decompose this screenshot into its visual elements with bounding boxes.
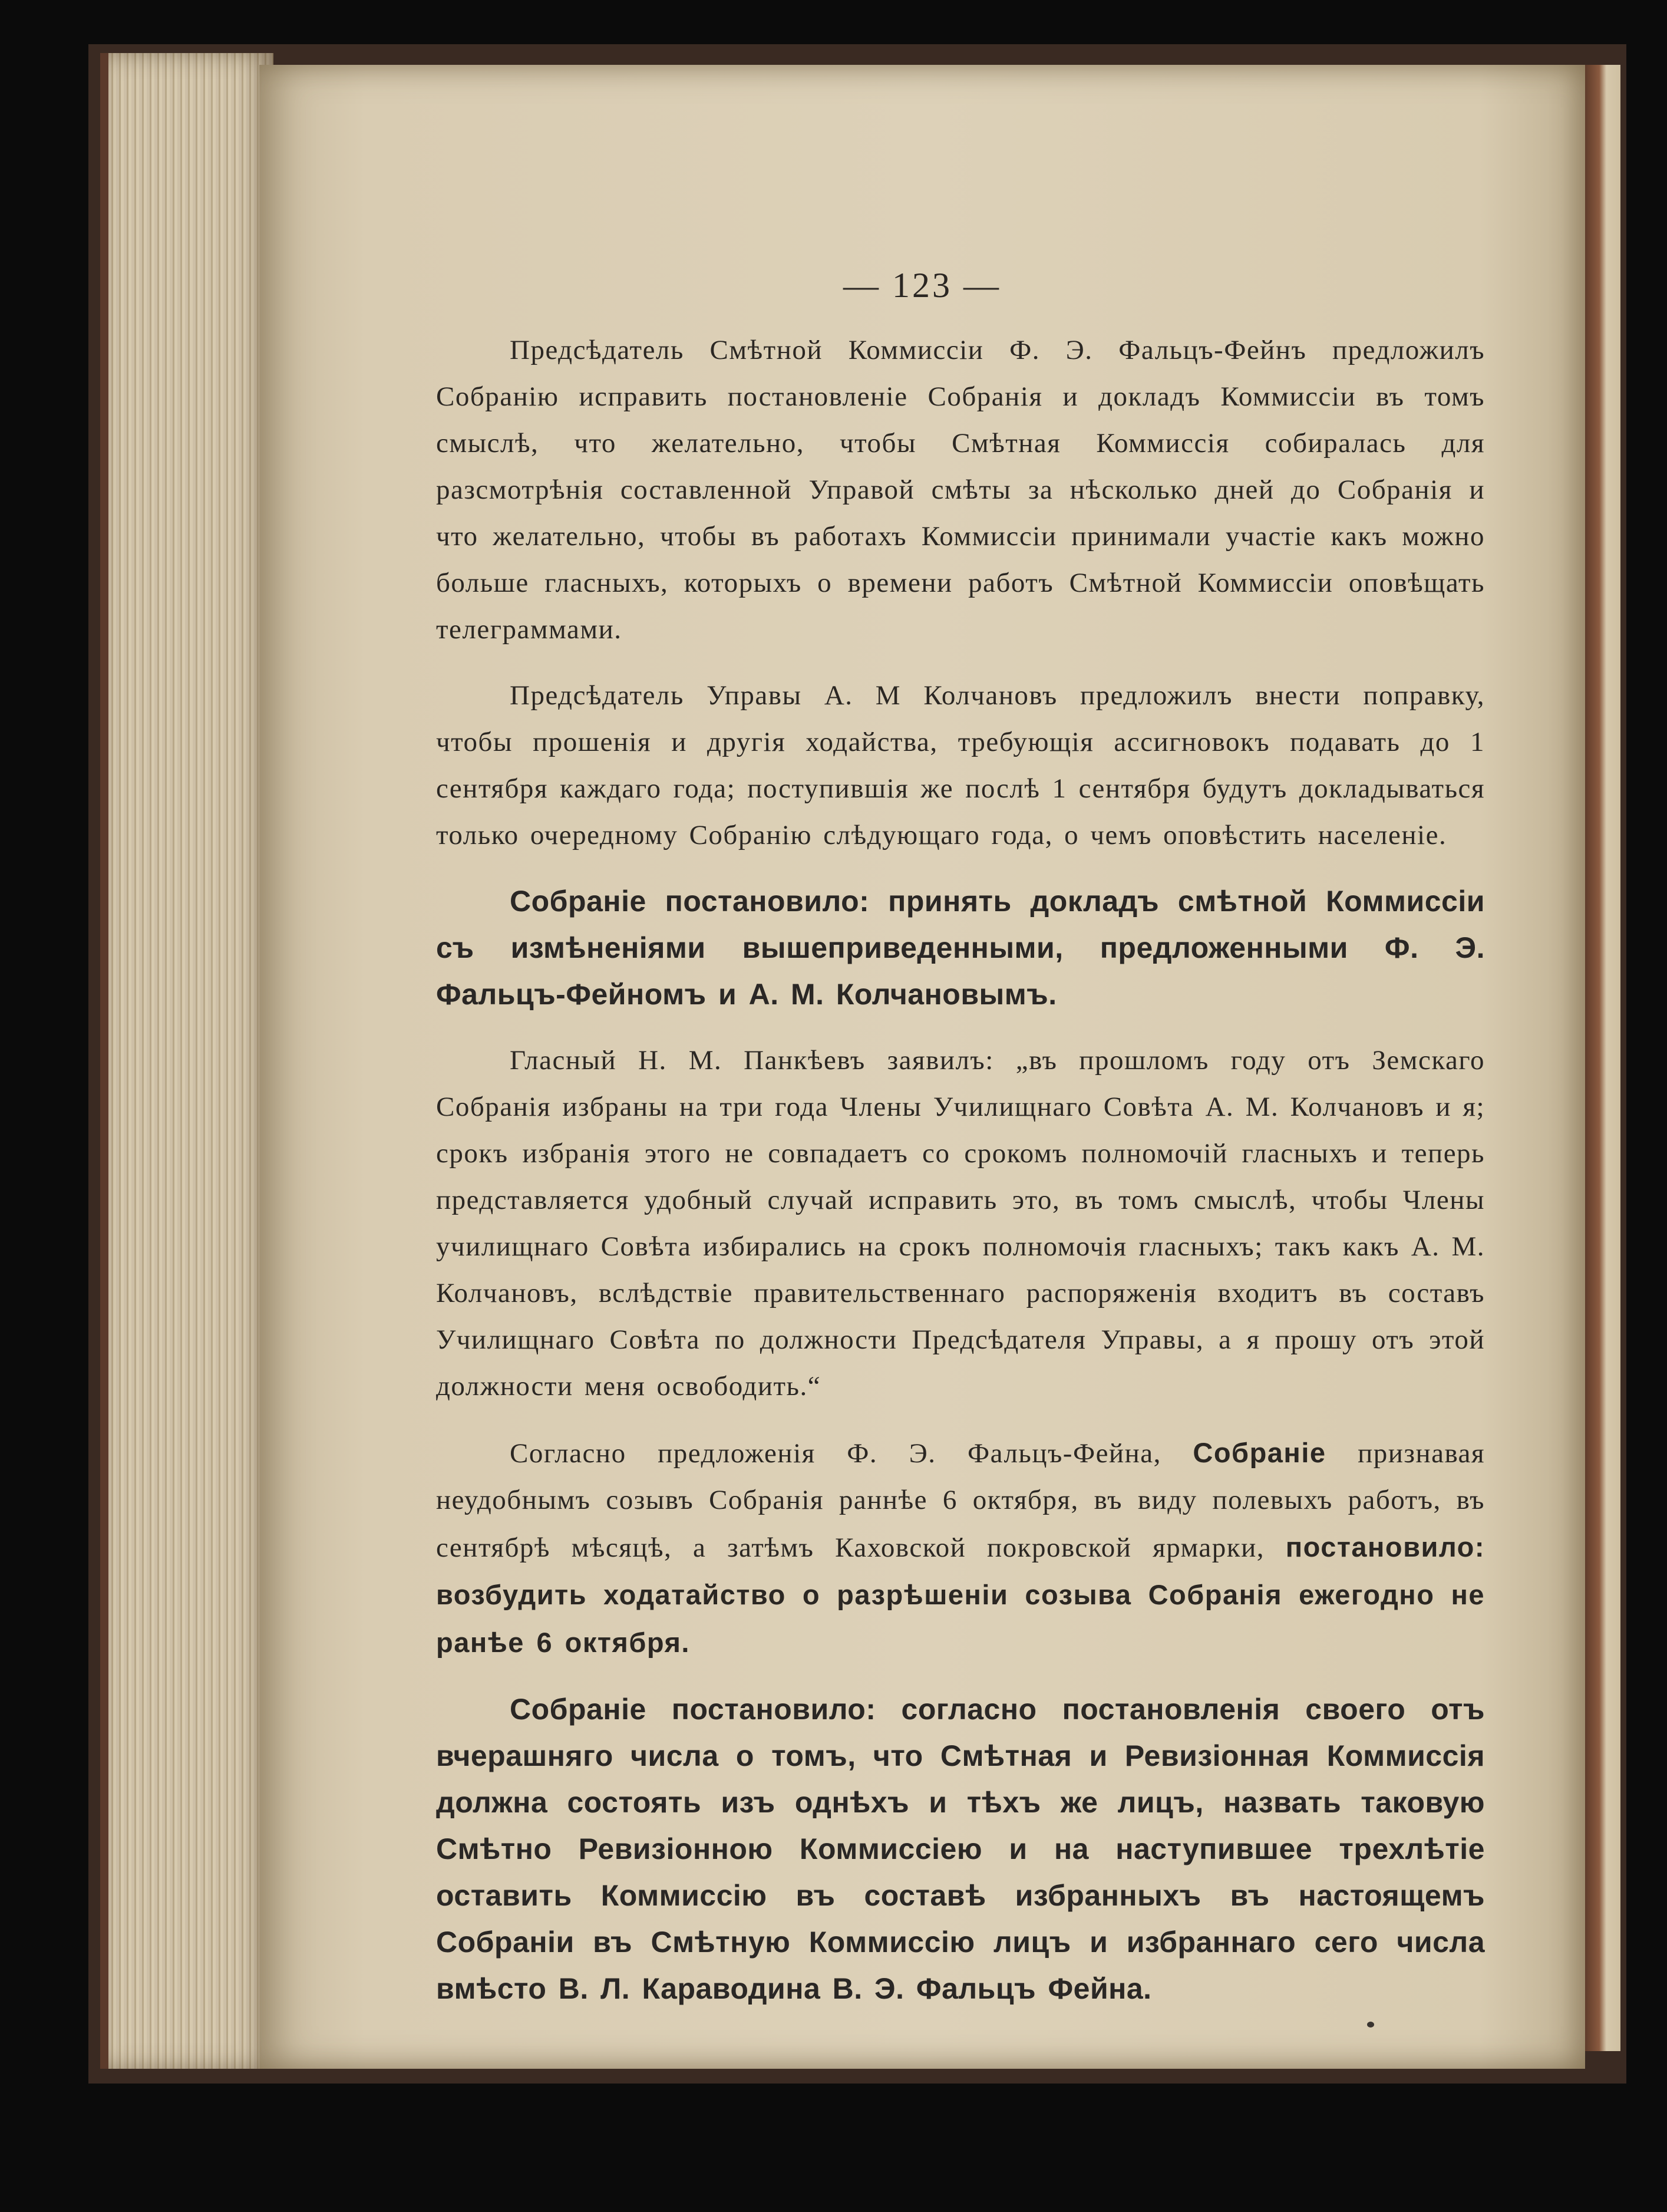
paragraph-4-part-3: признавая неудобнымъ созывъ Собранія раннѣе 6 октября, въ виду полевыхъ работъ, въ сентябрѣ мѣсяцѣ, а затѣмъ Каховской покровской ярмарки, — [436, 1438, 1486, 1563]
page-edges — [100, 53, 273, 2069]
page-number: — 123 — — [843, 266, 1001, 305]
paragraph-2: Предсѣдатель Управы А. М Колчановъ предложилъ внести поправку, чтобы прошенія и другія ходайства, требующія ассигновокъ подавать до 1 сентября каждаго года; поступившія же послѣ 1 сентября будутъ докладываться только очередному Собранію слѣдующаго года, о чемъ оповѣстить населеніе. — [436, 680, 1485, 850]
book-spine-edge — [1585, 65, 1620, 2051]
background-strip — [1626, 0, 1667, 2212]
paragraph-resolution-2: Собраніе постановило: согласно постановленія своего отъ вчерашняго числа о томъ, что Смѣтная и Ревизіонная Коммиссія должна состоять изъ однѣхъ и тѣхъ же лицъ, назвать таковую Смѣтно Ревизіонною Коммиссіею и на наступившее трехлѣтіе оставить Коммиссію въ составѣ избранныхъ въ настоящемъ Собраніи въ Смѣтную Коммиссію лицъ и избраннаго сего числа вмѣсто В. Л. Караводина В. Э. Фальцъ Фейна. — [436, 1693, 1485, 2005]
paragraph-3: Гласный Н. М. Панкѣевъ заявилъ: „въ прошломъ году отъ Земскаго Собранія избраны на три года Члены Училищнаго Совѣта А. М. Колчановъ и я; срокъ избранія этого не совпадаетъ со срокомъ полномочій гласныхъ и теперь представляется удобный случай исправить это, въ томъ смыслѣ, чтобы Члены училищнаго Совѣта избирались на срокъ полномочія гласныхъ; такъ какъ А. М. Колчановъ, вслѣдствіе правительственнаго распоряженія входитъ въ составъ Училищнаго Совѣта по должности Предсѣдателя Управы, а я прошу отъ этой должности меня освободить.“ — [436, 1045, 1485, 1402]
paragraph-4-part-4: постановило: возбудить ходатайство о разрѣшеніи созыва Собранія ежегодно не ранѣе 6 октября. — [436, 1531, 1485, 1658]
page-text — [436, 327, 1485, 2032]
book-page — [259, 65, 1585, 2069]
paragraph-4-part-1: Согласно предложенія Ф. Э. Фальцъ-Фейна, — [510, 1438, 1161, 1469]
paragraph-resolution-1: Собраніе постановило: принять докладъ смѣтной Коммиссіи съ измѣненіями вышеприведенными, предложенными Ф. Э. Фальцъ-Фейномъ и А. М. Колчановымъ. — [436, 885, 1485, 1011]
paragraph-4 — [436, 1429, 1485, 1667]
paragraph-1: Предсѣдатель Смѣтной Коммиссіи Ф. Э. Фальцъ-Фейнъ предложилъ Собранію исправить постановленіе Собранія и докладъ Коммиссіи въ томъ смыслѣ, что желательно, чтобы Смѣтная Коммиссія собиралась для разсмотрѣнія составленной Управой смѣты за нѣсколько дней до Собранія и что желательно, чтобы въ работахъ Коммиссіи принимали участіе какъ можно больше гласныхъ, которыхъ о времени работъ Смѣтной Коммиссіи оповѣщать телеграммами. — [436, 335, 1485, 645]
ink-speck — [1367, 2022, 1374, 2028]
paragraph-4-part-2: Собраніе — [1193, 1437, 1326, 1468]
